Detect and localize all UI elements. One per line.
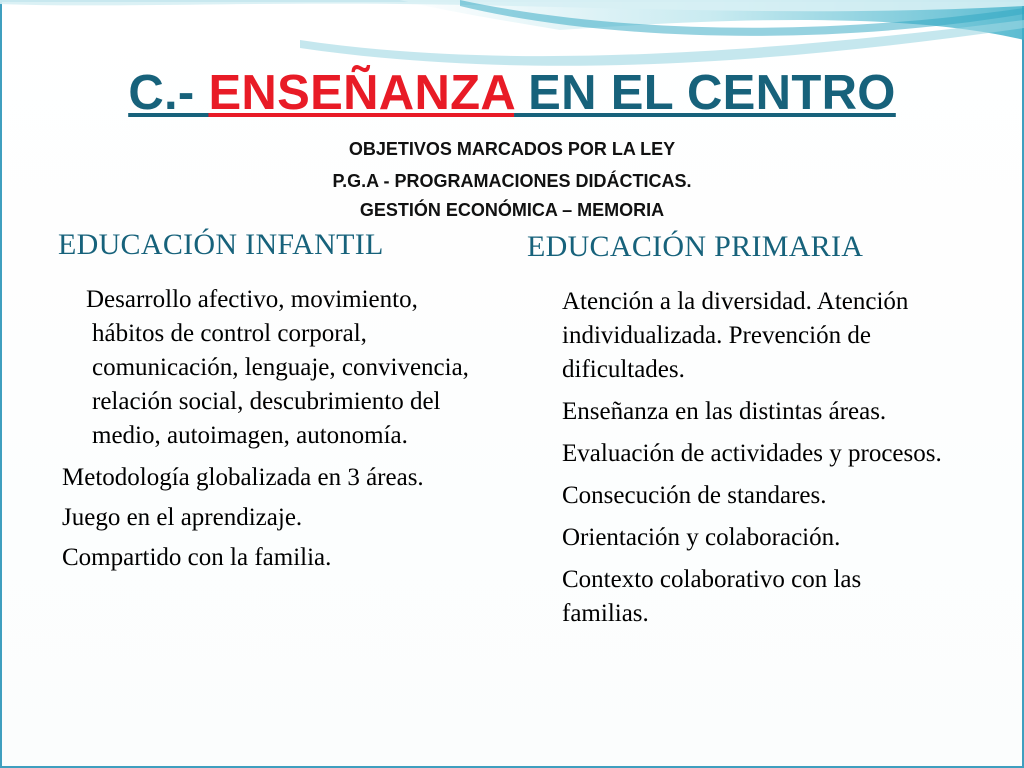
subtitle-line: OBJETIVOS MARCADOS POR LA LEY [348, 139, 676, 159]
list-item: Juego en el aprendizaje. [62, 504, 303, 531]
list-item: Orientación y colaboración. [562, 524, 841, 551]
infantil-list [62, 283, 482, 575]
list-item: Desarrollo afectivo, movimiento, hábitos de control corporal, comunicación, lenguaje, convivencia, relación social, descubrimiento del medio, autoimagen, autonomía. [86, 286, 469, 449]
slide-title [0, 64, 1024, 122]
subtitle-line: P.G.A - PROGRAMACIONES DIDÁCTICAS. [332, 171, 692, 191]
list-item: Compartido con la familia. [62, 544, 332, 571]
primaria-list [562, 285, 952, 631]
infantil-heading: EDUCACIÓN INFANTIL [58, 228, 384, 261]
list-item: Enseñanza en las distintas áreas. [562, 398, 887, 425]
list-item: Contexto colaborativo con las familias. [562, 566, 862, 627]
title-prefix: C.- [128, 66, 209, 120]
title-suffix: EN EL CENTRO [514, 66, 896, 120]
subtitle-line: GESTIÓN ECONÓMICA – MEMORIA [359, 200, 665, 220]
list-item: Evaluación de actividades y procesos. [562, 440, 942, 467]
list-item: Atención a la diversidad. Atención individualizada. Prevención de dificultades. [562, 288, 909, 383]
list-item: Metodología globalizada en 3 áreas. [62, 464, 424, 491]
list-item: Consecución de standares. [562, 482, 827, 509]
primaria-heading: EDUCACIÓN PRIMARIA [527, 230, 864, 263]
title-highlight: ENSEÑANZA [208, 66, 515, 120]
